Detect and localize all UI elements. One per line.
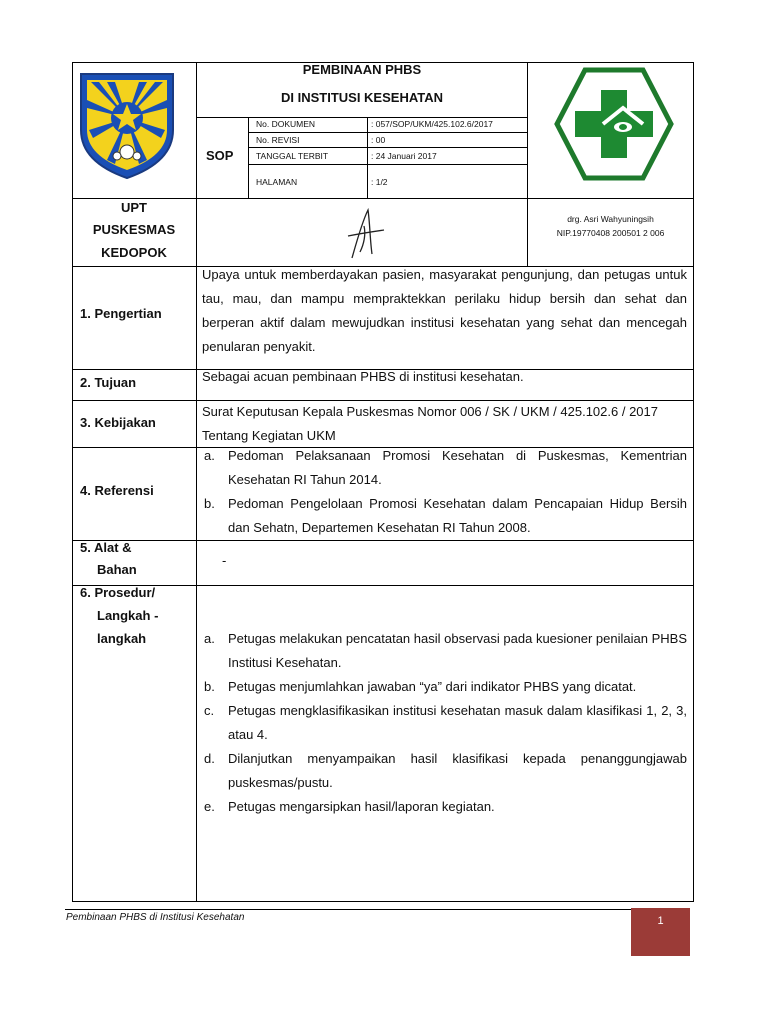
row-divider (72, 585, 694, 586)
list-marker: c. (204, 703, 215, 718)
referensi-list (204, 444, 687, 540)
list-marker: b. (204, 679, 215, 694)
section-label-tujuan: 2. Tujuan (80, 375, 137, 390)
footer-text: Pembinaan PHBS di Institusi Kesehatan (66, 912, 245, 923)
signatory-name: drg. Asri Wahyuningsih (567, 214, 654, 224)
section-text-tujuan: Sebagai acuan pembinaan PHBS di institusi kesehatan. (202, 369, 524, 384)
section-label-referensi: 4. Referensi (80, 483, 154, 498)
list-item-text: Petugas menjumlahkan jawaban “ya” dari indikator PHBS yang dicatat. (228, 679, 637, 694)
list-item (204, 747, 687, 795)
regional-emblem-icon (77, 70, 177, 182)
list-item (204, 795, 687, 819)
section-text-pengertian: Upaya untuk memberdayakan pasien, masyarakat pengunjung, dan petugas untuk tau, mau, dan mampu mempraktekkan perilaku hidup bersih dan sehat dan berperan aktif dalam mewujudkan institusi kesehatan yang sehat dan mencegah penularan penyakit. (202, 267, 687, 354)
sop-divider (248, 117, 249, 198)
header-divider (196, 117, 527, 118)
section-label-kebijakan: 3. Kebijakan (80, 415, 156, 430)
signature (340, 204, 390, 262)
signatory-nip: NIP.19770408 200501 2 006 (556, 228, 665, 238)
list-item-text: Petugas mengarsipkan hasil/laporan kegiatan. (228, 799, 495, 814)
section-text-kebijakan: Surat Keputusan Kepala Puskesmas Nomor 006 / SK / UKM / 425.102.6 / 2017 Tentang Kegiatan UKM (202, 404, 658, 443)
list-marker: a. (204, 631, 215, 646)
meta-value-doc-no: : 057/SOP/UKM/425.102.6/2017 (371, 119, 493, 129)
page-number: 1 (631, 908, 690, 956)
footer-rule (65, 909, 631, 910)
meta-label-issue-date: TANGGAL TERBIT (256, 151, 329, 161)
meta-row-divider (248, 164, 527, 165)
puskesmas-cross-logo-icon (553, 66, 675, 182)
list-item-text: Petugas melakukan pencatatan hasil observasi pada kuesioner penilaian PHBS Institusi Kesehatan. (228, 631, 687, 670)
meta-label-page: HALAMAN (256, 177, 298, 187)
list-item (204, 492, 687, 540)
org-name-line3: KEDOPOK (101, 245, 167, 260)
meta-row-divider (248, 132, 527, 133)
list-item (204, 699, 687, 747)
list-marker: b. (204, 496, 215, 511)
list-item (204, 627, 687, 675)
col-divider (196, 62, 197, 902)
meta-value-issue-date: : 24 Januari 2017 (371, 151, 437, 161)
section-label-prosedur-line1: 6. Prosedur/ (80, 585, 156, 600)
org-name-line2: PUSKESMAS (92, 222, 176, 237)
doc-title-line1: PEMBINAAN PHBS (302, 62, 422, 77)
meta-value-revision: : 00 (371, 135, 386, 145)
list-marker: e. (204, 799, 215, 814)
section-label-alat-line2: Bahan (97, 562, 137, 577)
list-item-text: Pedoman Pengelolaan Promosi Kesehatan dalam Pencapaian Hidup Bersih dan Sehatn, Departemen Kesehatan RI Tahun 2008. (228, 496, 687, 535)
section-label-prosedur-line3: langkah (97, 631, 147, 646)
meta-col-divider (367, 117, 368, 198)
section-text-alat: - (222, 553, 227, 568)
meta-label-doc-no: No. DOKUMEN (256, 119, 316, 129)
sop-label: SOP (206, 148, 234, 163)
list-item-text: Pedoman Pelaksanaan Promosi Kesehatan di Puskesmas, Kementrian Kesehatan RI Tahun 2014. (228, 448, 687, 487)
list-marker: a. (204, 448, 215, 463)
list-item (204, 444, 687, 492)
org-name-line1: UPT (121, 200, 147, 215)
doc-title-line2: DI INSTITUSI KESEHATAN (280, 90, 444, 105)
section-label-prosedur-line2: Langkah - (97, 608, 159, 623)
meta-row-divider (248, 147, 527, 148)
list-item-text: Dilanjutkan menyampaikan hasil klasifikasi kepada penanggungjawab puskesmas/pustu. (228, 751, 687, 790)
list-item (204, 675, 687, 699)
prosedur-list (204, 627, 687, 819)
list-marker: d. (204, 751, 215, 766)
row-divider (72, 540, 694, 541)
section-label-pengertian: 1. Pengertian (80, 306, 162, 321)
meta-value-page: : 1/2 (371, 177, 388, 187)
list-item-text: Petugas mengklasifikasikan institusi kesehatan masuk dalam klasifikasi 1, 2, 3, atau 4. (228, 703, 687, 742)
meta-label-revision: No. REVISI (256, 135, 300, 145)
section-label-alat-line1: 5. Alat & (80, 540, 132, 555)
